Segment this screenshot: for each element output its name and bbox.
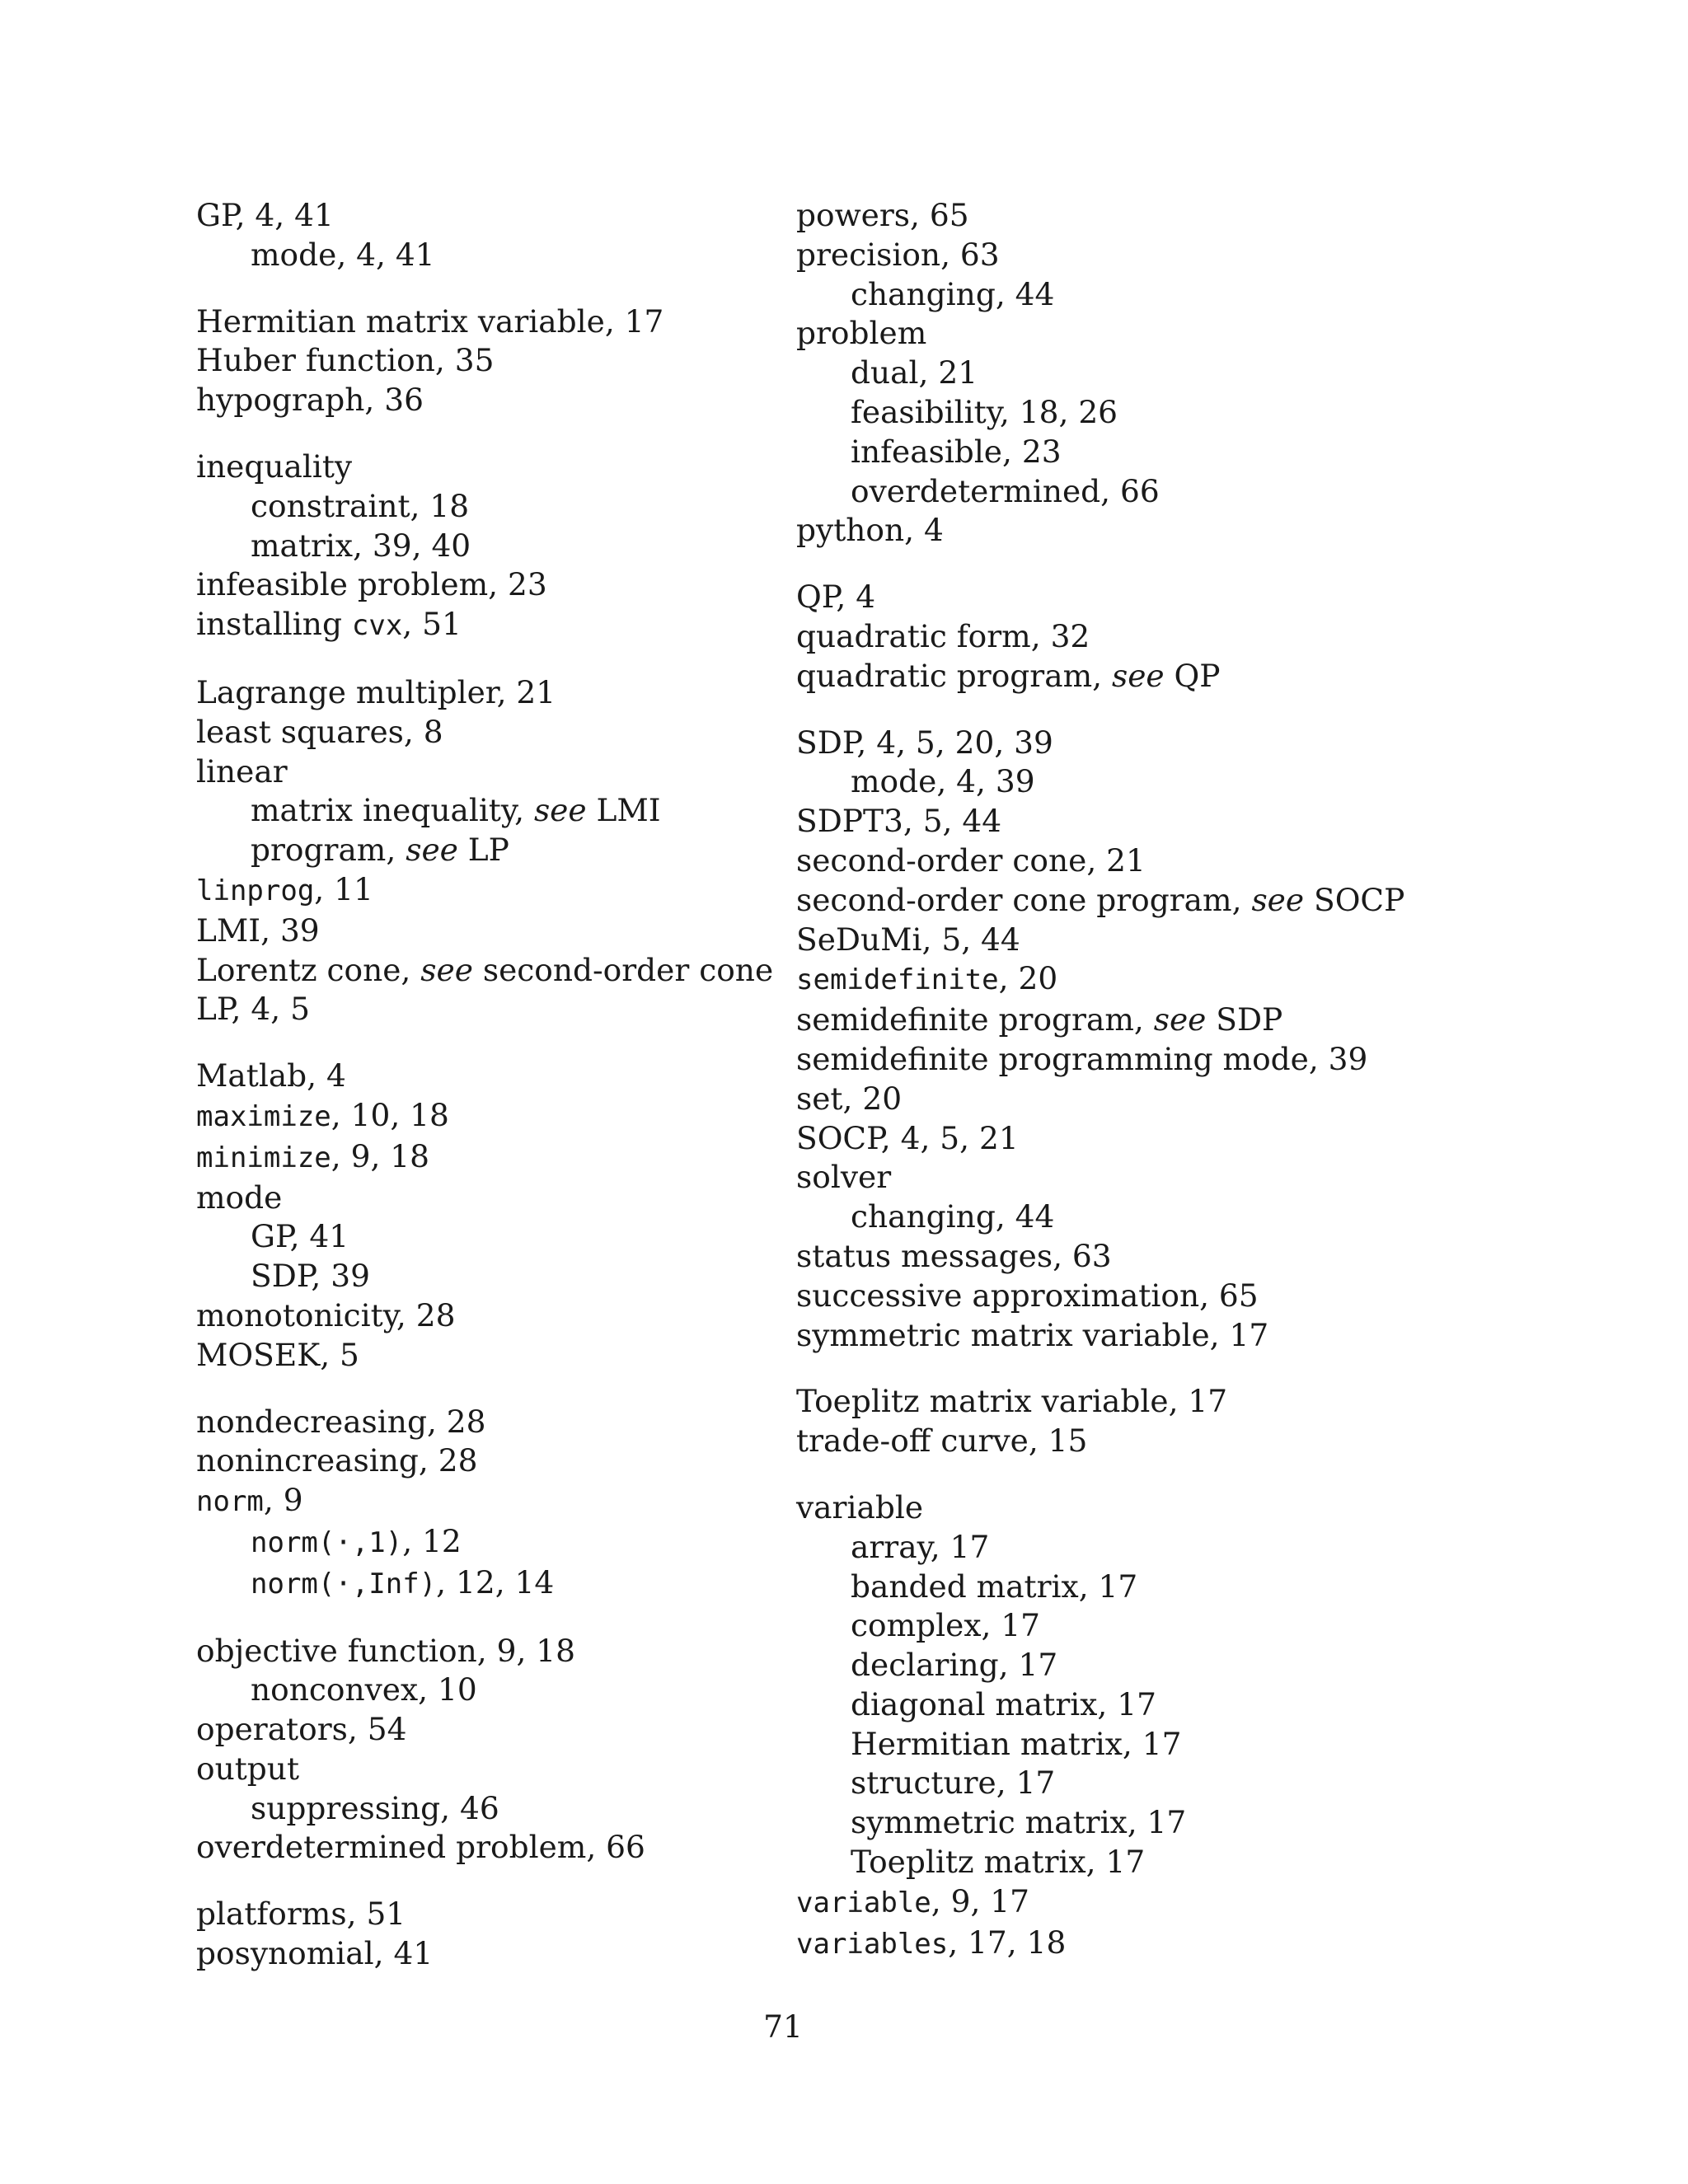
index-subentry (796, 1725, 1423, 1765)
index-entry-text: array, 17 (851, 1528, 990, 1565)
index-entry (796, 1277, 1423, 1316)
index-entry-text: Hermitian matrix variable, 17 (196, 302, 664, 340)
index-subentry (196, 1789, 823, 1829)
index-entry (196, 912, 823, 951)
index-entry-text: second-order cone, 21 (796, 841, 1146, 879)
index-entry-text: semidefinite program, (796, 1001, 1154, 1038)
index-entry-text: overdetermined, 66 (851, 472, 1160, 509)
index-entry (196, 196, 823, 236)
index-entry-text: linear (196, 752, 288, 790)
index-entry-text: successive approximation, 65 (796, 1277, 1259, 1314)
index-entry-text: Huber function, 35 (196, 342, 495, 379)
index-entry (196, 565, 823, 605)
index-entry-text: SeDuMi, 5, 44 (796, 921, 1020, 958)
index-entry-text: banded matrix, 17 (851, 1568, 1138, 1605)
index-entry (796, 511, 1423, 551)
index-entry (796, 578, 1423, 617)
index-entry-text: constraint, 18 (251, 487, 470, 524)
index-entry (796, 1158, 1423, 1197)
index-entry (196, 1632, 823, 1671)
index-subentry (796, 1197, 1423, 1237)
index-subentry (796, 472, 1423, 512)
index-subentry (796, 275, 1423, 315)
index-entry-text: variables (796, 1927, 949, 1961)
index-entry (196, 1137, 823, 1179)
index-entry (796, 802, 1423, 841)
index-entry-text: , 51 (402, 606, 462, 643)
index-entry (196, 605, 823, 646)
index-entry-text: overdetermined problem, 66 (196, 1829, 645, 1866)
index-entry (796, 1924, 1423, 1965)
index-entry-text: objective function, 9, 18 (196, 1632, 575, 1669)
index-entry-text: python, 4 (796, 512, 944, 549)
index-entry-text: see (406, 832, 458, 869)
index-entry-text: LMI, 39 (196, 912, 320, 949)
index-entry-text: semidefinite programming mode, 39 (796, 1040, 1368, 1077)
index-entry-text: Hermitian matrix, 17 (851, 1725, 1182, 1762)
index-entry-text: GP, 41 (251, 1218, 349, 1255)
index-entry-text: LP (457, 832, 509, 869)
index-entry-text: norm (196, 1485, 264, 1519)
index-entry-text: quadratic form, 32 (796, 617, 1090, 654)
index-entry-text: Matlab, 4 (196, 1057, 346, 1094)
index-subentry (196, 1563, 823, 1605)
page-number: 71 (763, 2008, 803, 2045)
index-entry-text: , 9, 17 (931, 1882, 1030, 1919)
index-entry-text: MOSEK, 5 (196, 1336, 359, 1373)
index-entry-text: , 12, 14 (436, 1563, 555, 1601)
index-entry (796, 921, 1423, 960)
index-entry-text: variable (796, 1886, 931, 1919)
index-entry-text: suppressing, 46 (251, 1789, 499, 1826)
index-subentry (796, 354, 1423, 393)
index-entry-text: hypograph, 36 (196, 382, 424, 419)
index-entry-text: complex, 17 (851, 1607, 1041, 1644)
index-entry (196, 1441, 823, 1481)
index-entry-text: semidefinite (796, 963, 999, 997)
index-entry-text: , 11 (314, 870, 373, 907)
index-entry-text: variable (796, 1488, 924, 1526)
index-entry (796, 841, 1423, 881)
index-entry (796, 959, 1423, 1001)
index-entry-text: structure, 17 (851, 1765, 1056, 1802)
index-subentry (796, 1606, 1423, 1646)
index-subentry (196, 527, 823, 566)
index-entry-text: QP (1164, 657, 1221, 694)
index-entry (796, 1382, 1423, 1422)
index-entry (196, 1336, 823, 1376)
index-entry-text: program, (251, 832, 406, 869)
index-entry-text: changing, 44 (851, 1198, 1055, 1235)
index-entry-text: operators, 54 (196, 1711, 407, 1748)
index-entry-text: infeasible, 23 (851, 433, 1062, 470)
index-entry-text: matrix inequality, (251, 792, 534, 829)
index-subentry (796, 393, 1423, 433)
index-entry (196, 1481, 823, 1522)
index-subentry (796, 1685, 1423, 1725)
index-subentry (196, 236, 823, 275)
index-entry-text: problem (796, 315, 927, 352)
index-entry-text: Toeplitz matrix variable, 17 (796, 1383, 1228, 1420)
index-entry-text: set, 20 (796, 1080, 903, 1117)
index-entry (196, 673, 823, 713)
index-entry-text: Toeplitz matrix, 17 (851, 1844, 1146, 1881)
index-entry (196, 448, 823, 487)
index-entry-text: nonincreasing, 28 (196, 1442, 478, 1479)
index-subentry (196, 1522, 823, 1563)
index-entry-text: norm(·,1) (251, 1526, 403, 1559)
index-entry-text: minimize (196, 1141, 331, 1174)
index-entry (196, 1828, 823, 1868)
index-entry (196, 752, 823, 792)
index-entry-text: LMI (586, 792, 661, 829)
index-entry (196, 341, 823, 381)
index-entry (796, 617, 1423, 657)
index-column-left (196, 196, 823, 1974)
index-entry (796, 196, 1423, 236)
index-subentry (196, 791, 823, 831)
index-entry-text: SOCP, 4, 5, 21 (796, 1119, 1019, 1156)
index-entry-text: linprog (196, 874, 315, 907)
index-entry-text: , 20 (998, 960, 1058, 997)
index-subentry (796, 762, 1423, 802)
index-entry-text: SDP, 4, 5, 20, 39 (796, 724, 1053, 761)
index-entry-text: feasibility, 18, 26 (851, 393, 1118, 430)
index-entry-text: QP, 4 (796, 579, 876, 616)
index-subentry (196, 487, 823, 527)
index-entry (196, 1057, 823, 1096)
index-entry-text: symmetric matrix variable, 17 (796, 1316, 1269, 1353)
index-entry (196, 990, 823, 1029)
index-entry-text: nondecreasing, 28 (196, 1403, 486, 1440)
index-entry-text: infeasible problem, 23 (196, 566, 547, 603)
index-entry (796, 1488, 1423, 1528)
index-entry-text: SDPT3, 5, 44 (796, 803, 1002, 840)
index-entry-text: SDP, 39 (251, 1258, 370, 1295)
index-entry-text: , 17, 18 (948, 1924, 1067, 1961)
index-entry (196, 713, 823, 752)
index-entry-text: solver (796, 1159, 892, 1196)
index-entry-text: norm(·,Inf) (251, 1567, 437, 1601)
index-entry-text: symmetric matrix, 17 (851, 1804, 1187, 1841)
index-subentry (196, 1257, 823, 1296)
index-entry-text: posynomial, 41 (196, 1935, 434, 1972)
index-entry-text: mode, 4, 41 (251, 236, 435, 273)
index-entry-text: GP, 4, 41 (196, 197, 334, 233)
index-entry (796, 1119, 1423, 1159)
index-entry-text: trade-off curve, 15 (796, 1422, 1088, 1460)
index-subentry (196, 831, 823, 870)
index-entry-text: , 12 (402, 1522, 462, 1559)
index-entry (796, 314, 1423, 354)
index-entry (196, 1710, 823, 1750)
index-subentry (796, 1803, 1423, 1843)
index-entry (196, 302, 823, 342)
index-entry-text: nonconvex, 10 (251, 1671, 477, 1708)
index-entry (796, 1080, 1423, 1119)
index-entry-text: matrix, 39, 40 (251, 527, 471, 564)
index-subentry (796, 1646, 1423, 1685)
index-entry-text: SDP (1206, 1001, 1283, 1038)
index-entry-text: diagonal matrix, 17 (851, 1685, 1156, 1722)
index-entry-text: monotonicity, 28 (196, 1296, 456, 1333)
index-entry (196, 1179, 823, 1218)
index-entry-text: , 9, 18 (331, 1137, 430, 1174)
index-entry-text: Lagrange multipler, 21 (196, 673, 556, 710)
index-subentry (796, 1764, 1423, 1803)
index-subentry (796, 1568, 1423, 1607)
index-entry (196, 381, 823, 420)
index-entry-text: mode, 4, 39 (851, 763, 1035, 800)
index-entry (196, 1403, 823, 1442)
index-subentry (796, 1528, 1423, 1568)
index-entry-text: output (196, 1750, 300, 1787)
index-entry (796, 657, 1423, 696)
index-entry-text: LP, 4, 5 (196, 991, 310, 1028)
index-entry-text: , 10, 18 (331, 1096, 449, 1133)
index-subentry (796, 1843, 1423, 1882)
index-entry-text: dual, 21 (851, 354, 978, 391)
index-entry-text: Lorentz cone, (196, 951, 421, 988)
index-entry-text: precision, 63 (796, 236, 1000, 273)
index-subentry (196, 1671, 823, 1710)
index-entry (796, 1882, 1423, 1924)
index-entry-text: see (1251, 881, 1305, 918)
index-entry-text: , 9 (263, 1482, 303, 1519)
index-entry-text: installing (196, 606, 352, 643)
index-entry (196, 1750, 823, 1789)
index-entry (196, 1934, 823, 1974)
index-entry-text: inequality (196, 448, 353, 485)
index-entry-text: platforms, 51 (196, 1896, 406, 1933)
index-entry (196, 1895, 823, 1934)
index-entry (796, 236, 1423, 275)
index-entry (196, 870, 823, 912)
index-entry-text: powers, 65 (796, 197, 969, 233)
index-entry-text: quadratic program, (796, 657, 1112, 694)
index-entry-text: see (1111, 657, 1165, 694)
index-entry (796, 724, 1423, 763)
index-subentry (196, 1217, 823, 1257)
index-entry-text: see (1153, 1001, 1207, 1038)
index-entry-text: see (533, 792, 587, 829)
index-entry (196, 951, 823, 991)
index-entry (196, 1096, 823, 1137)
index-entry-text: cvx (351, 609, 403, 643)
index-entry (796, 1001, 1423, 1040)
index-entry (196, 1296, 823, 1336)
index-entry-text: SOCP (1304, 881, 1405, 918)
index-subentry (796, 433, 1423, 472)
index-entry-text: status messages, 63 (796, 1237, 1112, 1274)
index-entry (796, 1237, 1423, 1277)
index-entry-text: maximize (196, 1099, 331, 1133)
index-entry (796, 1040, 1423, 1080)
index-entry-text: see (420, 951, 473, 988)
index-entry (796, 881, 1423, 921)
index-entry (796, 1422, 1423, 1461)
index-entry-text: changing, 44 (851, 275, 1055, 312)
index-entry-text: mode (196, 1179, 283, 1216)
index-entry-text: second-order cone (472, 951, 774, 988)
index-entry-text: declaring, 17 (851, 1647, 1058, 1684)
index-entry (796, 1316, 1423, 1356)
index-column-right (796, 196, 1423, 1964)
index-entry-text: second-order cone program, (796, 881, 1252, 918)
index-entry-text: least squares, 8 (196, 713, 443, 750)
